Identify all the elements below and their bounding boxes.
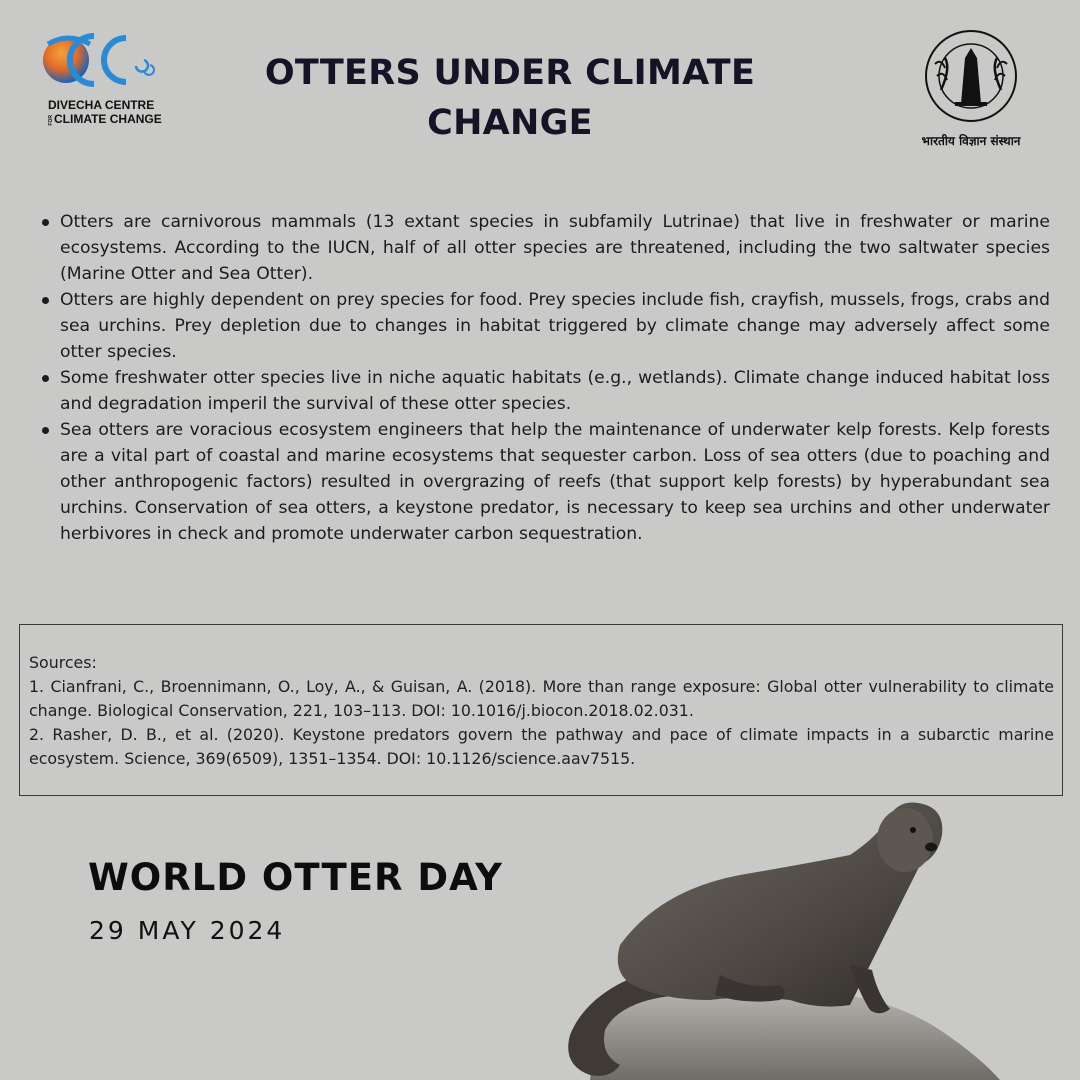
divecha-logo-for: FOR bbox=[48, 114, 54, 126]
otter-image bbox=[550, 795, 1080, 1080]
iisc-hindi-name: भारतीय विज्ञान संस्थान bbox=[921, 134, 1021, 148]
source-item: 2. Rasher, D. B., et al. (2020). Keystone predators govern the pathway and pace of climate impacts in a subarctic marine ecosystem. Science, 369(6509), 1351–1354. DOI: 10.1126/science.aav7515. bbox=[29, 725, 1054, 768]
divecha-logo-line2: CLIMATE CHANGE bbox=[54, 112, 162, 126]
otter-eye bbox=[910, 827, 916, 833]
sources-box bbox=[19, 624, 1063, 796]
source-item: 1. Cianfrani, C., Broennimann, O., Loy, A., & Guisan, A. (2018). More than range exposure: Global otter vulnerability to climate change. Biological Conservation, 221, 103–113. DOI: 10.1016/j.biocon.2018.02.031. bbox=[29, 677, 1054, 720]
divecha-logo-line1: DIVECHA CENTRE bbox=[48, 98, 155, 112]
bullet-list bbox=[38, 209, 1050, 547]
bullet-item: Otters are carnivorous mammals (13 extant species in subfamily Lutrinae) that live in freshwater or marine ecosystems. According to the IUCN, half of all otter species are threatened, including the two saltwater species (Marine Otter and Sea Otter). bbox=[60, 209, 1050, 287]
event-title: WORLD OTTER DAY bbox=[88, 856, 503, 899]
otter-nose bbox=[925, 843, 937, 852]
iisc-logo bbox=[908, 28, 1034, 148]
bullet-item: Otters are highly dependent on prey species for food. Prey species include fish, crayfish, mussels, frogs, crabs and sea urchins. Prey depletion due to changes in habitat triggered by climate change may adversely affect some otter species. bbox=[60, 287, 1050, 365]
divecha-logo-mark bbox=[38, 30, 158, 96]
bullet-item: Sea otters are voracious ecosystem engineers that help the maintenance of underwater kelp forests. Kelp forests are a vital part of coastal and marine ecosystems that sequester carbon. Loss of sea otters (due to poaching and other anthropogenic factors) resulted in overgrazing of reefs (that support kelp forests) by hyperabundant sea urchins. Conservation of sea otters, a keystone predator, is necessary to keep sea urchins and other underwater herbivores in check and promote underwater carbon sequestration. bbox=[60, 417, 1050, 547]
page-title: OTTERS UNDER CLIMATE CHANGE bbox=[264, 53, 756, 143]
otter-head bbox=[877, 808, 933, 872]
event-date: 29 MAY 2024 bbox=[89, 916, 286, 945]
divecha-logo-text bbox=[48, 98, 162, 126]
iisc-seal-icon bbox=[921, 28, 1021, 128]
sources-heading: Sources: bbox=[29, 653, 97, 672]
divecha-centre-logo bbox=[38, 30, 162, 135]
bullet-item: Some freshwater otter species live in niche aquatic habitats (e.g., wetlands). Climate change induced habitat loss and degradation imperil the survival of these otter species. bbox=[60, 365, 1050, 417]
